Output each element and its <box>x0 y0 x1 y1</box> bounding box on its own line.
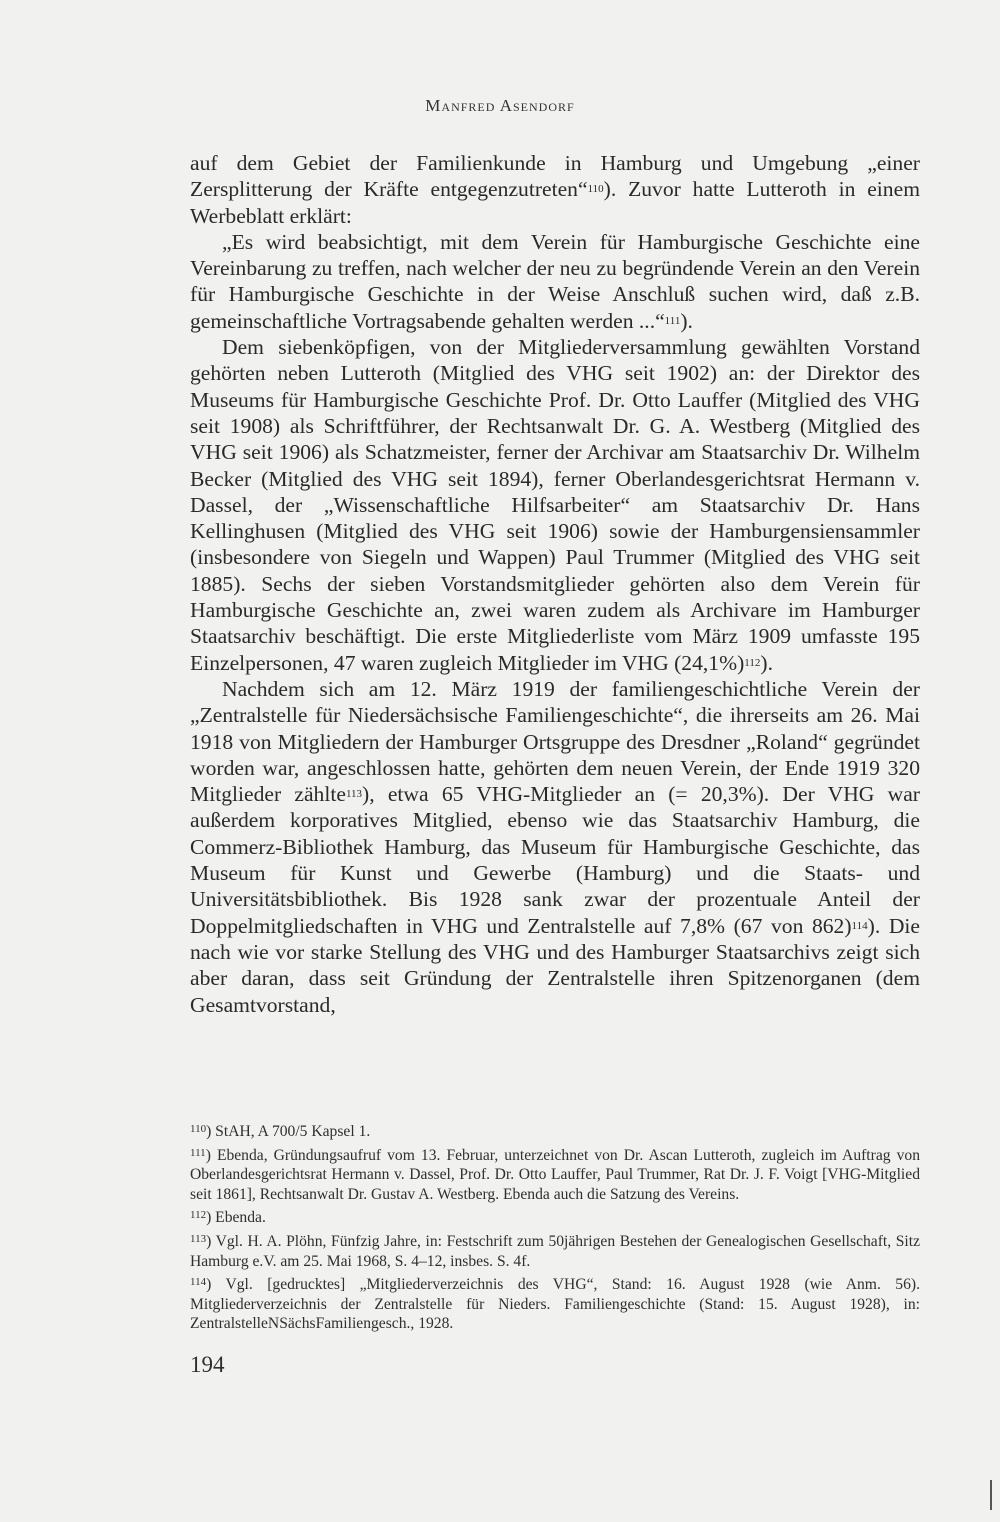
footnote-number: 114 <box>190 1276 207 1289</box>
body-text <box>190 150 920 1018</box>
scan-edge-mark <box>990 1480 992 1510</box>
footnote-number: 111 <box>190 1146 206 1159</box>
footnote <box>190 1206 920 1228</box>
footnote-text: ) Vgl. [gedrucktes] „Mitgliederverzeichnis des VHG“, Stand: 16. August 1928 (wie Anm. 56). Mitgliederverzeichnis der Zentralstelle für Nieders. Familiengeschichte (Stand: 15. August 1928), in: ZentralstelleNSächsFamiliengesch., 1928. <box>190 1276 920 1333</box>
footnote <box>190 1273 920 1334</box>
paragraph <box>190 334 920 676</box>
footnote-number: 113 <box>190 1232 207 1245</box>
footnote-text: ) Vgl. H. A. Plöhn, Fünfzig Jahre, in: Festschrift zum 50jährigen Bestehen der Genealogischen Gesellschaft, Sitz Hamburg e.V. am 25. Mai 1968, S. 4–12, insbes. S. 4f. <box>190 1232 920 1270</box>
paragraph <box>190 676 920 1018</box>
block-quote <box>190 229 920 334</box>
text-run: auf dem Gebiet der Familienkunde in Hamburg und Umgebung „einer Zersplitterung der Kräfte entgegenzutreten“ <box>190 151 920 202</box>
footnote-number: 112 <box>190 1209 207 1222</box>
footnote-ref[interactable]: 111 <box>664 314 681 327</box>
footnotes <box>190 1120 920 1336</box>
text-run: ), etwa 65 VHG-Mitglieder an (= 20,3%). Der VHG war außerdem korporatives Mitglied, ebenso wie das Staatsarchiv Hamburg, die Commerz-Bibliothek Hamburg, das Museum für Hamburgische Geschichte, das Museum für Kunst und Gewerbe (Hamburg) und die Staats- und Universitätsbibliothek. Bis 1928 sank zwar der prozentuale Anteil der Doppelmitgliedschaften in VHG und Zentralstelle auf 7,8% (67 von 862) <box>190 782 920 938</box>
footnote <box>190 1120 920 1142</box>
footnote-ref[interactable]: 114 <box>851 919 868 932</box>
text-run: ). Zuvor hatte Lutteroth in einem Werbeblatt erklärt: <box>190 177 920 228</box>
text-run: „Es wird beabsichtigt, mit dem Verein für Hamburgische Geschichte eine Vereinbarung zu treffen, nach welcher der neu zu begründende Verein an den Verein für Hamburgische Geschichte in der Weise Anschluß suchen wird, daß z.B. gemeinschaftliche Vortragsabende gehalten werden ...“ <box>190 229 920 333</box>
running-head: Manfred Asendorf <box>425 96 575 115</box>
footnote-text: ) Ebenda. <box>206 1209 266 1227</box>
footnote <box>190 1144 920 1205</box>
text-run: ). <box>760 650 773 675</box>
text-run: ). Die nach wie vor starke Stellung des VHG und des Hamburger Staatsarchivs zeigt sich aber daran, dass seit Gründung der Zentralstelle ihren Spitzenorganen (dem Gesamtvorstand, <box>190 913 920 1017</box>
text-run: Dem siebenköpfigen, von der Mitgliederversammlung gewählten Vorstand gehörten neben Lutteroth (Mitglied des VHG seit 1902) an: der Direktor des Museums für Hamburgische Geschichte Prof. Dr. Otto Lauffer (Mitglied des VHG seit 1908) als Schriftführer, der Rechtsanwalt Dr. G. A. Westberg (Mitglied des VHG seit 1906) als Schatzmeister, ferner der Archivar am Staatsarchiv Dr. Wilhelm Becker (Mitglied des VHG seit 1894), ferner Oberlandesgerichtsrat Hermann v. Dassel, der „Wissenschaftliche Hilfsarbeiter“ am Staatsarchiv Dr. Hans Kellinghusen (Mitglied des VHG seit 1906) sowie der Hamburgensiensammler (insbesondere von Siegeln und Wappen) Paul Trummer (Mitglied des VHG seit 1885). Sechs der sieben Vorstandsmitglieder gehörten also dem Verein für Hamburgische Geschichte an, zwei waren zudem als Archivare im Hamburger Staatsarchiv beschäftigt. Die erste Mitgliederliste vom März 1909 umfasste 195 Einzelpersonen, 47 waren zugleich Mitglieder im VHG (24,1%) <box>190 335 920 675</box>
text-run: Nachdem sich am 12. März 1919 der familiengeschichtliche Verein der „Zentralstelle für Niedersächsische Familiengeschichte“, die ihrerseits am 26. Mai 1918 von Mitgliedern der Hamburger Ortsgruppe des Dresdner „Roland“ gegründet worden war, angeschlossen hatte, gehörten dem neuen Verein, der Ende 1919 320 Mitglieder zählte <box>190 676 920 807</box>
footnote-ref[interactable]: 112 <box>744 656 761 669</box>
footnote <box>190 1230 920 1271</box>
text-run: ). <box>680 308 693 333</box>
paragraph <box>190 150 920 229</box>
footnote-text: ) Ebenda, Gründungsaufruf vom 13. Februar, unterzeichnet von Dr. Ascan Lutteroth, zugleich im Auftrag von Oberlandesgerichtsrat Hermann v. Dassel, Prof. Dr. Otto Lauffer, Paul Trummer, Rat Dr. J. F. Voigt [VHG-Mitglied seit 1861], Rechtsanwalt Dr. Gustav A. Westberg. Ebenda auch die Satzung des Vereins. <box>190 1146 920 1203</box>
footnote-ref[interactable]: 110 <box>587 183 604 196</box>
footnote-text: ) StAH, A 700/5 Kapsel 1. <box>206 1123 371 1140</box>
footnote-ref[interactable]: 113 <box>345 788 363 801</box>
page-number: 194 <box>190 1352 225 1377</box>
footnote-number: 110 <box>190 1123 207 1135</box>
